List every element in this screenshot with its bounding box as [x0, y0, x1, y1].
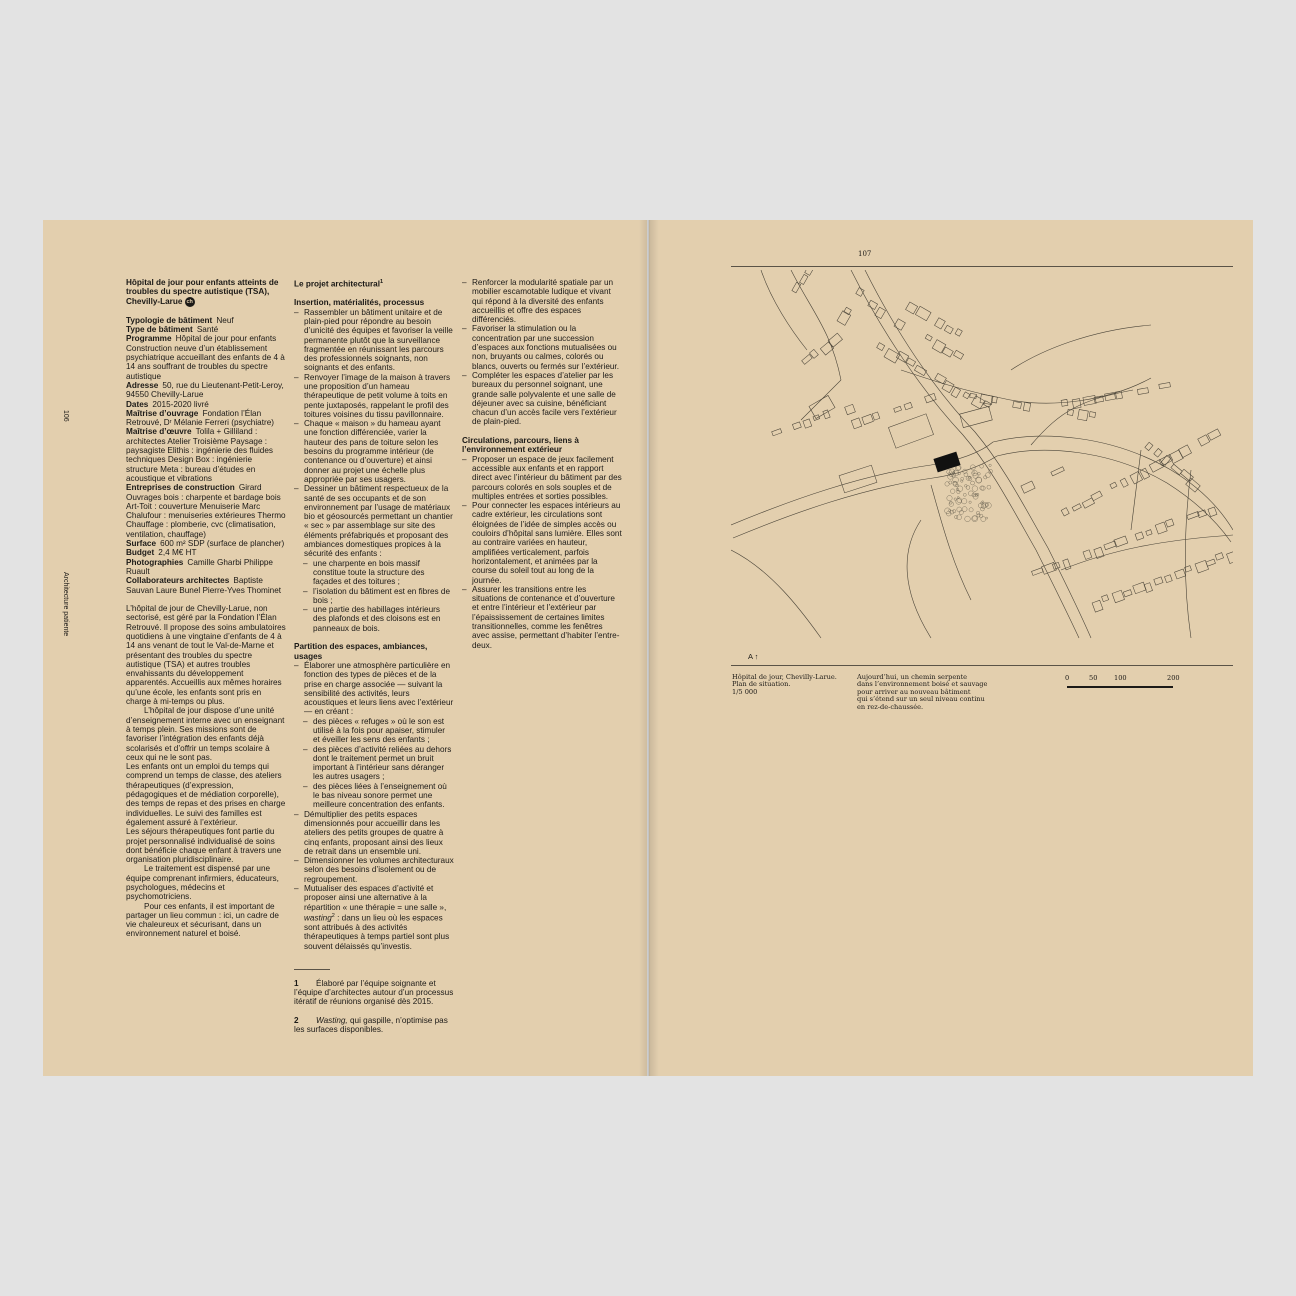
list-circulations [462, 455, 622, 650]
map-building [1042, 562, 1057, 574]
subheading-circulations: Circulations, parcours, liens à l’environnement extérieur [462, 436, 579, 455]
caption-right: Aujourd’hui, un chemin serpente dans l’environnement boisé et sauvage pour arriver au nouveau bâtiment qui s’étend sur un seul niveau continu en rez-de-chaussée. [857, 673, 988, 711]
map-building [925, 334, 932, 341]
footnote-2: 2 Wasting, qui gaspille, n’optimise pas les surfaces disponibles. [294, 1016, 448, 1035]
map-building [953, 350, 963, 359]
list-item: – Démultiplier des petits espaces dimensionnés pour accueillir dans les ateliers des petits groupes de quatre à cinq enfants, proposant ainsi des lieux de retrait dans un ensemble uni. [294, 810, 454, 856]
list-partition [294, 810, 454, 884]
top-rule [731, 266, 1233, 267]
map-building [1154, 577, 1163, 585]
map-building [960, 406, 993, 427]
map-building [1092, 600, 1103, 612]
list-item: – Proposer un espace de jeux facilement accessible aux enfants et en rapport direct avec l’intérieur du bâtiment par des parcours colorés en sols souples et de multiples entrées et sorties possibles. [462, 455, 622, 501]
map-tree [965, 516, 971, 522]
column-2 [294, 278, 454, 1035]
spec-label: Collaborateurs architectes [126, 576, 230, 586]
map-building [792, 282, 801, 293]
spec-value: Fondation l’Élan Retrouvé, Dʳ Mélanie Ferreri (psychiatre) [126, 408, 275, 428]
spec-item [126, 558, 286, 577]
map-building [951, 387, 961, 398]
spec-label: Maîtrise d’ouvrage [126, 408, 199, 418]
caption-rule [731, 665, 1233, 666]
paragraph: Les séjours thérapeutiques font partie du projet personnalisé individualisé de soins dont bénéficie chaque enfant à travers une organisation pluridisciplinaire. [126, 827, 282, 865]
map-building [828, 333, 842, 347]
scale-bar [1065, 675, 1195, 695]
map-tree [954, 498, 956, 500]
footnote-rule [294, 969, 330, 970]
map-building [955, 329, 962, 337]
spec-value: 50, rue du Lieutenant-Petit-Leroy, 94550 Chevilly-Larue [126, 380, 284, 400]
map-building [888, 414, 933, 448]
map-building [894, 406, 902, 412]
paragraph: Pour ces enfants, il est important de partager un lieu commun : ici, un cadre de vie chaleureux et sécurisant, dans un environnement naturel et boisé. [126, 901, 279, 939]
map-building [800, 274, 808, 284]
spec-value: Santé [196, 325, 219, 335]
map-building [1061, 508, 1069, 516]
map-building [772, 429, 782, 436]
running-head: Architecture patiente [62, 572, 69, 637]
spec-item [126, 400, 286, 409]
right-page [649, 220, 1253, 1076]
spec-item [126, 548, 286, 557]
spec-label: Programme [126, 334, 172, 344]
map-building [802, 354, 813, 364]
map-tree [969, 508, 973, 512]
map-tree [969, 501, 971, 503]
map-tree [989, 464, 991, 466]
page-number-right: 107 [858, 250, 872, 258]
map-building [1078, 409, 1089, 420]
spec-value: 600 m² SDP (surface de plancher) [160, 539, 285, 549]
map-building [1063, 559, 1071, 570]
map-building [894, 319, 905, 331]
map-building [904, 402, 912, 409]
map-building [1133, 582, 1146, 594]
spec-item [126, 483, 286, 539]
spec-item [126, 334, 286, 380]
list-item: – Renvoyer l’image de la maison à travers une proposition d’un hameau thérapeutique de petit volume à toits en pente juxtaposés, rappelant le profil des toitures voisines du tissu pavillonnaire. [294, 373, 454, 419]
map-tree [963, 493, 966, 496]
map-building [1072, 504, 1081, 512]
spec-value: Neuf [216, 315, 234, 325]
paragraph: L’hôpital de jour de Chevilly-Larue, non sectorisé, est géré par la Fondation l’Élan Retrouvé. Il propose des soins ambulatoires quotidiens à une vingtaine d’enfants de 4 à 14 ans venant de tout le Val-de-Marne et présentant des troubles du spectre autistique (TSA) et autres troubles envahissants du développement apparentés. Accueillis aux mêmes horaires qu’une école, les enfants sont pris en charge à mi-temps ou plus. [126, 604, 286, 707]
map-building [805, 270, 814, 275]
spec-label: Adresse [126, 380, 159, 390]
spec-item [126, 381, 286, 400]
list-item: – Chaque « maison » du hameau ayant une fonction différenciée, varier la hauteur des pans de toiture selon les besoins du programme intérieur (de contenance ou d’ouverture) et ainsi donner au projet une échelle plus appropriée par ses usagers. [294, 419, 454, 484]
map-tree [981, 517, 986, 522]
map-tree [947, 496, 952, 501]
list-item: – Favoriser la stimulation ou la concentration par une succession d’espaces aux fonctions mutualisées ou non, bruyants ou calmes, colorés ou blancs, ouverts ou fermés sur l’extérieur. [462, 324, 622, 370]
map-tree [956, 499, 962, 505]
spec-value: Hôpital de jour pour enfants Construction neuve d’un établissement psychiatrique accueillant des enfants de 4 à 14 ans souffrant de troubles du spectre autistique [126, 334, 285, 381]
map-building [1083, 550, 1092, 560]
spec-item [126, 539, 286, 548]
spec-label: Entreprises de construction [126, 483, 235, 493]
map-building [1208, 507, 1217, 517]
map-tree [962, 499, 967, 504]
map-building [862, 414, 874, 424]
map-tree [987, 485, 991, 489]
map-building [1159, 382, 1171, 388]
map-tree [957, 515, 962, 520]
map-tree [972, 486, 978, 492]
spec-value: Tolila + Gilliland : architectes Atelier Troisième Paysage : paysagiste Elithis : ingénierie des fluides techniques Design Box : ingénierie structure Meta : bureau d’études en acoustique et vibrations [126, 427, 274, 483]
list-modularity [462, 278, 622, 427]
map-building [935, 373, 947, 384]
list-insertion [294, 308, 454, 559]
site-plan-map [731, 270, 1233, 640]
map-building [837, 311, 851, 326]
spec-label: Type de bâtiment [126, 325, 193, 335]
section-heading: Le projet architectural$^1$ [294, 279, 384, 289]
badge-icon: ch [186, 298, 193, 305]
map-tree [945, 508, 951, 514]
map-building [792, 422, 801, 430]
map-building [1154, 448, 1162, 457]
north-arrow-label: A ↑ [748, 652, 759, 661]
map-building [1135, 532, 1144, 540]
map-building [944, 325, 953, 334]
map-tree [978, 473, 981, 476]
scale-tick-label: 100 [1114, 674, 1127, 682]
map-building [1144, 583, 1153, 593]
map-tree [986, 517, 988, 519]
map-building [809, 395, 835, 418]
map-building [1155, 522, 1167, 534]
spec-list [126, 316, 286, 595]
map-building [963, 392, 970, 399]
left-page [43, 220, 647, 1076]
scale-bar-segment-dark [1119, 686, 1173, 688]
spec-item [126, 576, 286, 595]
spec-value: Girard Ouvrages bois : charpente et bardage bois Art-Toit : couverture Menuiserie Marc Chalufour : menuiseries extérieures Thermo Chauffage : plomberie, cvc (climatisation, ventilation, chauffage) [126, 483, 286, 539]
paragraph: Le traitement est dispensé par une équipe comprenant infirmiers, éducateurs, psychologues, médecins et psychomotriciens. [126, 864, 279, 902]
spec-item [126, 427, 286, 483]
spec-label: Typologie de bâtiment [126, 315, 213, 325]
map-tree [966, 486, 970, 490]
map-building [856, 288, 864, 297]
paragraph: L’hôpital de jour dispose d’une unité d’enseignement interne avec un enseignant à temps plein. Ses missions sont de favoriser l’intégration des enfants déjà scolarisés et d’offrir un temps scolaire à ceux qui ne le sont pas. [126, 706, 285, 762]
map-building [1137, 388, 1148, 395]
spec-label: Budget [126, 548, 155, 558]
sublist-rooms [294, 717, 454, 810]
map-building [1023, 402, 1030, 411]
list-item: – Dessiner un bâtiment respectueux de la santé de ses occupants et de son environnement par l’usage de matériaux bio et géosourcés permettant un chantier « sec » par assemblage sur site des éléments préfabriqués et proposant des ambiances domestiques propices à la sécurité des enfants : [294, 484, 454, 558]
list-item: – Assurer les transitions entre les situations de contenance et d’ouverture et entre l’intérieur et l’extérieur par l’épaississement de certaines limites transitionnelles, comme les fenêtres avec assise, permettant d’habiter l’entre-deux. [462, 585, 622, 650]
map-building [1083, 395, 1096, 405]
map-building [1110, 482, 1117, 489]
map-building [803, 419, 812, 428]
map-building [1227, 552, 1233, 564]
scale-tick-label: 50 [1089, 674, 1098, 682]
map-building [1089, 412, 1095, 418]
map-tree [950, 489, 955, 494]
spec-label: Dates [126, 399, 149, 409]
paragraph: Les enfants ont un emploi du temps qui comprend un temps de classe, des ateliers thérapeutiques (d’expression, pédagogiques et de médiation corporelle), des temps de repas et des prises en charge individuelles. Le suivi des familles est également assuré à l’extérieur. [126, 762, 286, 827]
map-tree [971, 481, 975, 485]
map-tree [983, 503, 988, 508]
spec-item [126, 325, 286, 334]
map-building [1175, 569, 1186, 579]
map-building [1130, 471, 1143, 484]
list-item: – l’isolation du bâtiment est en fibres de bois ; [294, 587, 454, 606]
map-building [1208, 429, 1221, 440]
spec-item [126, 409, 286, 428]
map-building [1206, 559, 1216, 566]
body-text [126, 604, 286, 939]
map-building [915, 306, 931, 320]
column-1 [126, 278, 286, 939]
map-building [991, 396, 997, 403]
list-item: – Mutualiser des espaces d’activité et proposer ainsi une alternative à la répartition « une thérapie = une salle », wasting$^2$ : dans un lieu où les espaces sont attribués à des activités thérapeutiques à temps partiel sont plus souvent délaissés qu’investis. [294, 884, 454, 951]
map-tree [972, 516, 977, 521]
map-building [809, 349, 818, 358]
map-building [1146, 530, 1152, 536]
map-tree [976, 511, 979, 514]
map-building [1114, 536, 1128, 547]
map-building [872, 412, 880, 420]
list-item: – Compléter les espaces d’atelier par les bureaux du personnel soignant, une grande salle polyvalente et une salle de déjeuner avec sa cuisine, bénéficiant chacun d’un accès facile vers l’extérieur de plain-pied. [462, 371, 622, 427]
map-tree [977, 514, 980, 517]
footnote-ref[interactable]: 1 [380, 279, 384, 285]
sublist-materials [294, 559, 454, 633]
map-building [1198, 435, 1210, 446]
map-building [1072, 399, 1081, 409]
spec-value: Baptiste Sauvan Laure Bunel Pierre-Yves Thominet [126, 576, 282, 595]
map-building [1178, 445, 1191, 458]
map-building [1102, 595, 1109, 602]
map-building [877, 343, 885, 351]
spec-label: Surface [126, 539, 157, 549]
list-item: – Dimensionner les volumes architecturaux selon des besoins d’isolement ou de regroupement. [294, 856, 454, 884]
subheading-insertion: Insertion, matérialités, processus [294, 298, 425, 308]
list-item: – Rassembler un bâtiment unitaire et de plain-pied pour répondre au besoin d’unicité des équipes et favoriser la veille permanente plutôt que la surveillance fragmentée en réunissant les parcours des professionnels soignants, non soignants et des enfants. [294, 308, 454, 373]
caption-left: Hôpital de jour, Chevilly-Larue. Plan de situation. 1/5 000 [732, 673, 837, 696]
map-tree [949, 481, 952, 484]
map-building [1112, 590, 1124, 603]
book-spread [43, 220, 1253, 1076]
scale-tick-label: 200 [1167, 674, 1180, 682]
spec-value: Camille Gharbi Philippe Ruault [126, 557, 273, 576]
list-item: – des pièces « refuges » où le son est utilisé à la fois pour apaiser, stimuler et éveiller les sens des enfants ; [294, 717, 454, 745]
map-building [1195, 560, 1209, 573]
map-tree [985, 473, 990, 478]
map-building [1180, 469, 1193, 481]
project-title: Hôpital de jour pour enfants atteints de troubles du spectre autistique (TSA), Chevilly-Larue ch [126, 278, 279, 306]
list-item: – Pour connecter les espaces intérieurs au cadre extérieur, les circulations sont éloignées de l’idée de simples accès ou couloirs d’hôpital sans lumière. Elles sont au contraire variées en hauteur, amplifiées verticalement, parfois horizontalement, et animées par la course du soleil tout au long de la journée. [462, 501, 622, 585]
map-building [1051, 467, 1065, 476]
map-building [1165, 519, 1174, 527]
map-tree [953, 510, 956, 513]
scale-bar-segment-light [1067, 686, 1119, 688]
map-tree [965, 485, 968, 488]
map-building [906, 302, 918, 314]
map-building [820, 342, 833, 355]
list-item: – une charpente en bois massif constitue toute la structure des façades et des toitures ; [294, 559, 454, 587]
spec-label: Maîtrise d’œuvre [126, 427, 192, 437]
map-building [851, 418, 862, 429]
spec-item [126, 316, 286, 325]
map-building [1215, 553, 1223, 561]
list-item: – Renforcer la modularité spatiale par un mobilier escamotable ludique et vivant qui répond à la diversité des enfants accueillis et offre des espaces différenciés. [462, 278, 622, 324]
spec-value: 2,4 M€ HT [158, 548, 197, 558]
list-item: – Élaborer une atmosphère particulière en fonction des types de pièces et de la prise en charge associée — suivant la sensibilité des activités, leurs acoustiques et leurs liens avec l’extérieur — en créant : [294, 661, 454, 717]
map-building [1091, 491, 1103, 501]
map-tree [955, 515, 958, 518]
map-tree [980, 464, 984, 468]
list-item: – des pièces liées à l’enseignement où le bas niveau sonore permet une meilleure concentration des enfants. [294, 782, 454, 810]
spec-value: 2015-2020 livré [152, 399, 209, 409]
map-tree [947, 470, 952, 475]
map-building [1021, 481, 1035, 493]
map-building [839, 465, 877, 493]
map-building [845, 404, 856, 414]
spec-label: Photographies [126, 557, 184, 567]
map-building [1013, 401, 1022, 408]
map-building [932, 340, 946, 354]
map-building [1145, 442, 1153, 450]
map-tree [957, 507, 962, 512]
page-number-left: 106 [62, 410, 69, 422]
map-tree [953, 477, 959, 483]
map-building [1123, 590, 1132, 597]
subheading-partition: Partition des espaces, ambiances, usages [294, 642, 428, 661]
map-building [1164, 575, 1172, 583]
map-building [1052, 562, 1060, 569]
scale-tick-label: 0 [1065, 674, 1070, 682]
map-building [934, 318, 945, 329]
list-item: – une partie des habillages intérieurs des plafonds et des cloisons est en panneaux de bois. [294, 605, 454, 633]
list-item: – des pièces d’activité reliées au dehors dont le traitement permet un bruit important à l’intérieur sans déranger les autres usagers ; [294, 745, 454, 782]
map-building [1120, 478, 1128, 487]
footnote-1: 1 Élaboré par l’équipe soignante et l’équipe d’architectes autour d’un processus itératif de réunions organisé dès 2015. [294, 978, 454, 1007]
map-building [1032, 568, 1044, 576]
map-tree [976, 477, 982, 483]
column-3 [462, 278, 622, 650]
